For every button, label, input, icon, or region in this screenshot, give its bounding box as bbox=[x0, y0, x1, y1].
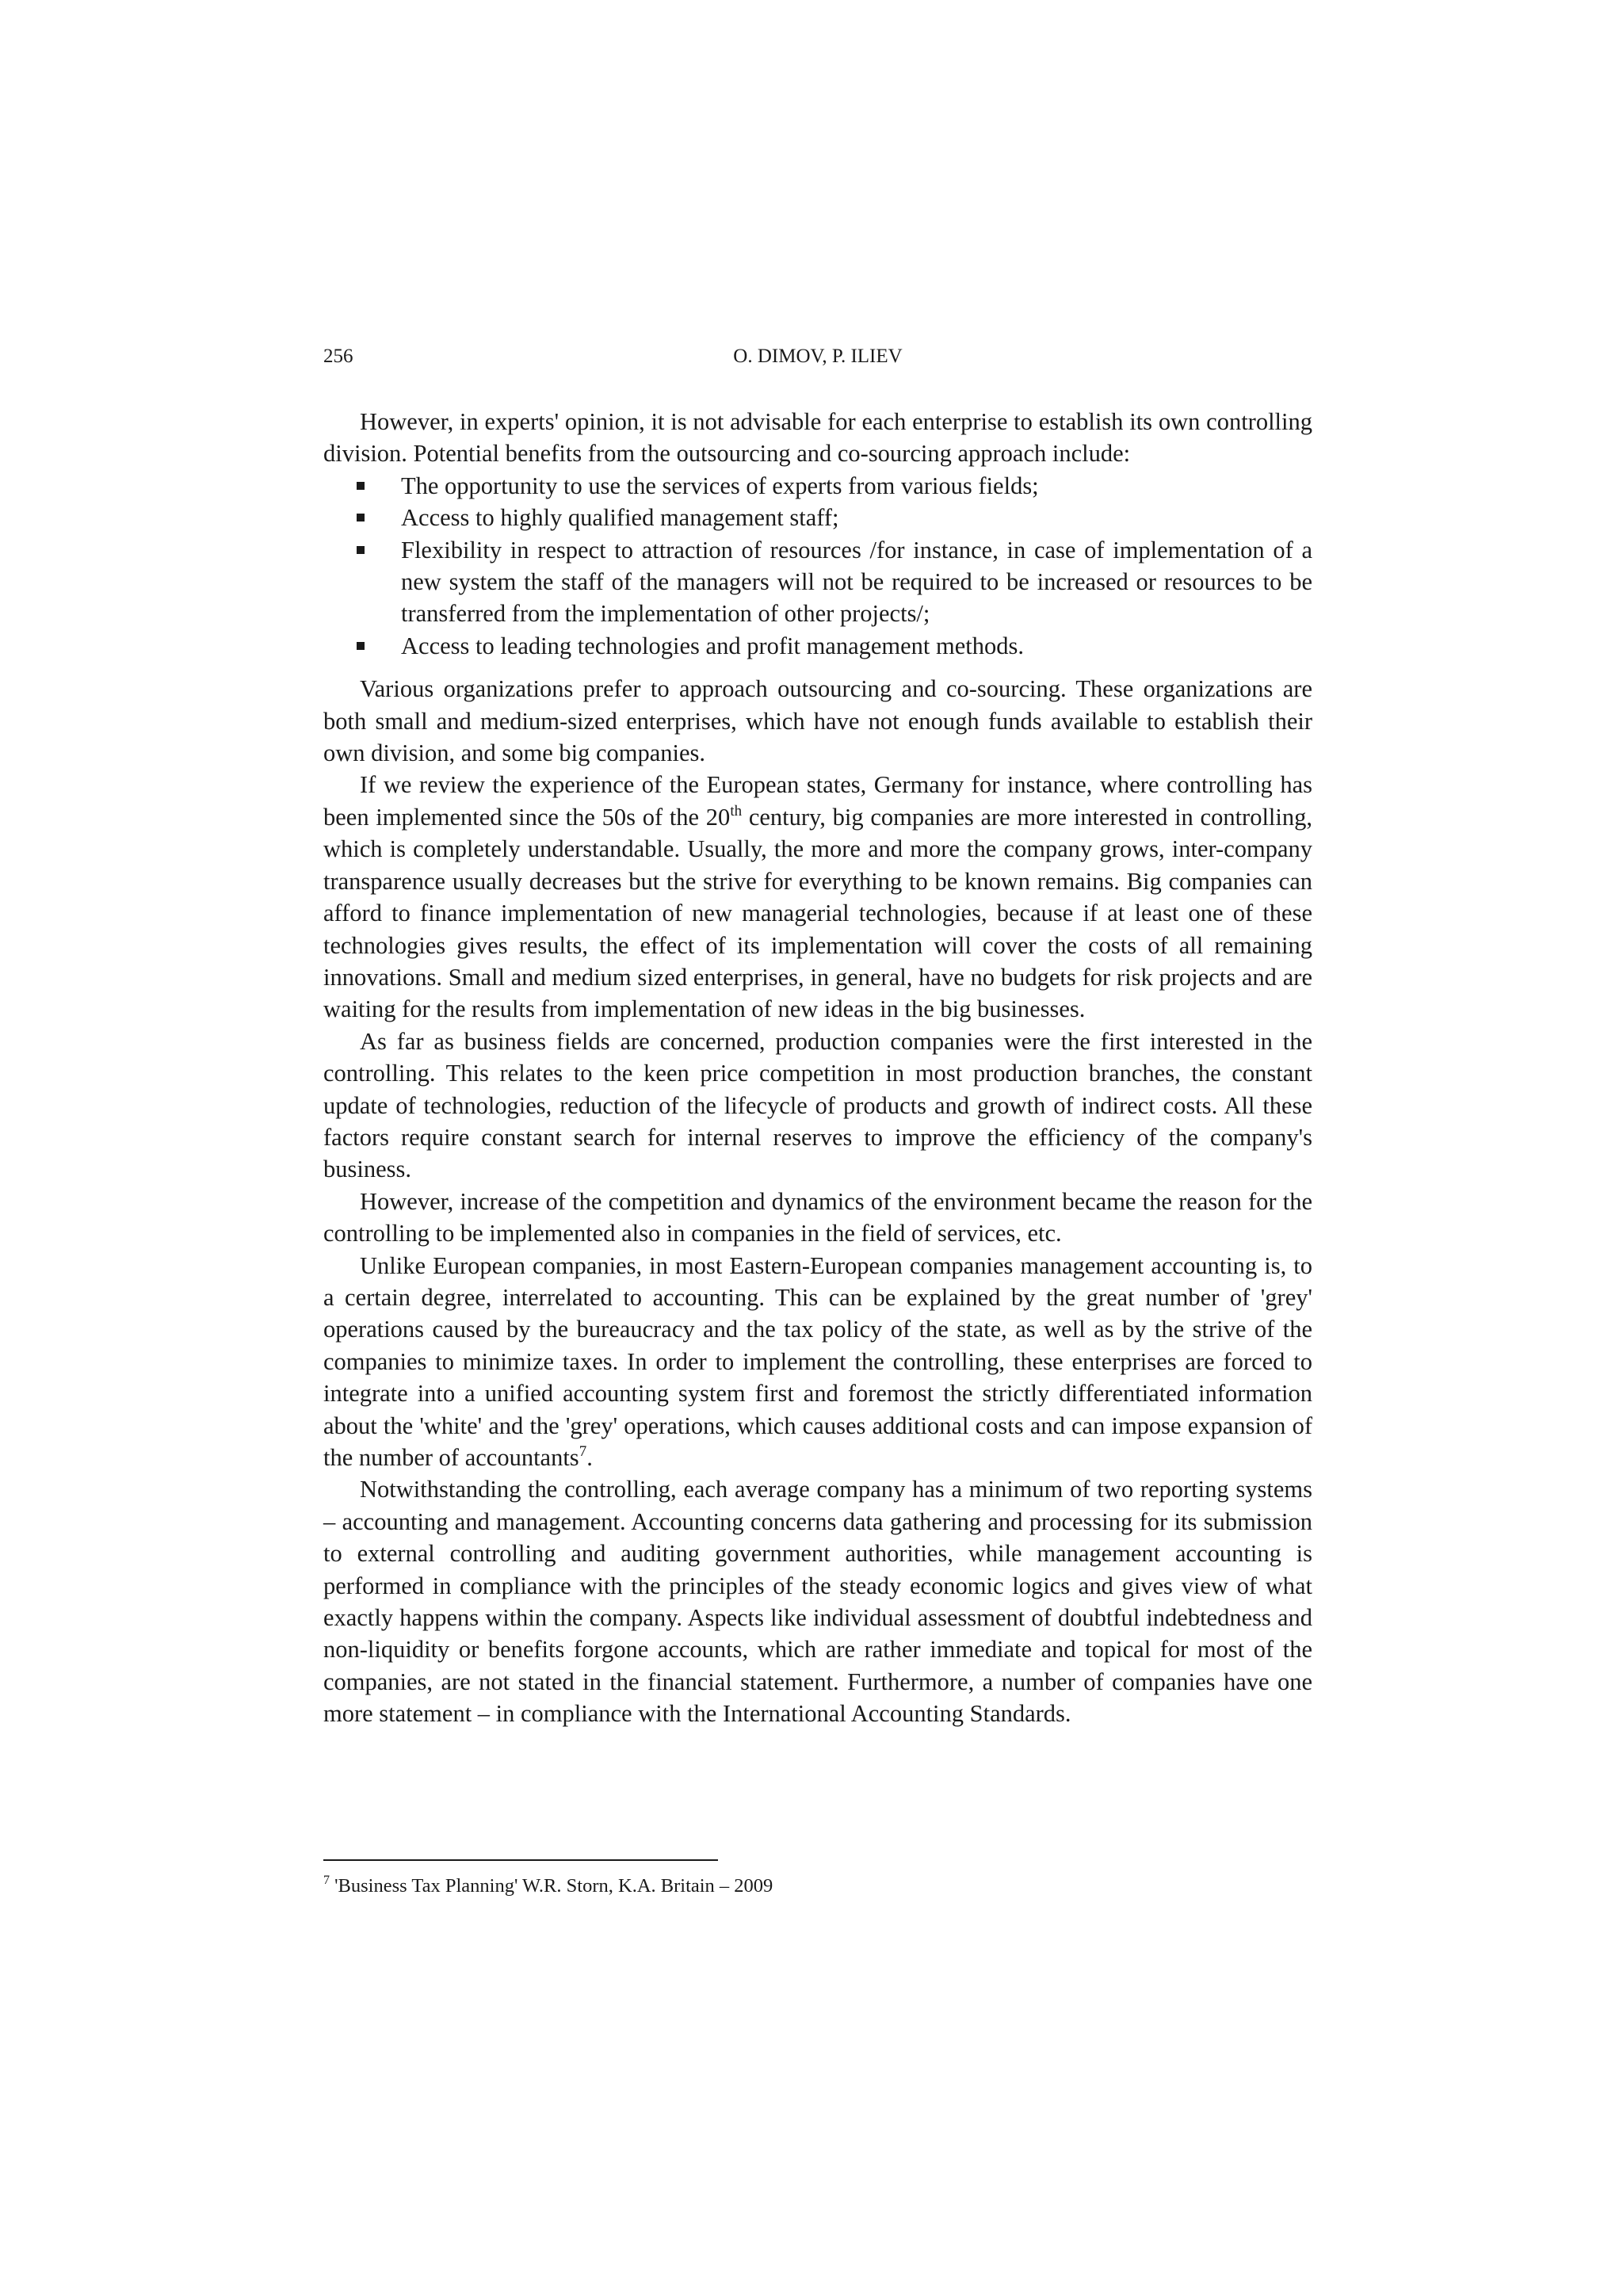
page-number: 256 bbox=[323, 346, 353, 367]
body-text bbox=[323, 406, 1312, 1730]
footnote bbox=[323, 1874, 1312, 1899]
paragraph-services: However, increase of the competition and dynamics of the environment became the reason for the controlling to be implemented also in companies in the field of services, etc. bbox=[323, 1187, 1312, 1247]
paragraph-text: . bbox=[586, 1444, 593, 1471]
square-bullet-icon bbox=[357, 514, 365, 521]
square-bullet-icon bbox=[357, 642, 365, 650]
list-item bbox=[323, 502, 1312, 533]
square-bullet-icon bbox=[357, 546, 365, 554]
square-bullet-icon bbox=[357, 482, 365, 490]
paragraph-text: If we review the experience of the European states, Germany for instance, where controlling has been implemented since the 50s of the 20 bbox=[323, 771, 1312, 831]
paragraph-intro: However, in experts' opinion, it is not advisable for each enterprise to establish its own controlling division. Potential benefits from the outsourcing and co-sourcing approach include: bbox=[323, 408, 1312, 468]
list-item bbox=[323, 470, 1312, 502]
paragraph-eastern-european bbox=[323, 1250, 1312, 1474]
paragraph-text: Unlike European companies, in most Eastern-European companies management accounting is, to a certain degree, interrelated to accounting. This can be explained by the great number of 'grey' operations caused by the bureaucracy and the tax policy of the state, as well as by the strive of the companies to minimize taxes. In order to implement the controlling, these enterprises are forced to integrate into a unified accounting system first and foremost the strictly differentiated information about the 'white' and the 'grey' operations, which causes additional costs and can impose expansion of the number of accountants bbox=[323, 1251, 1312, 1471]
list-item-text: Access to leading technologies and profit management methods. bbox=[401, 632, 1025, 659]
footnote-divider bbox=[323, 1859, 718, 1861]
footnote-text: 'Business Tax Planning' W.R. Storn, K.A. Britain – 2009 bbox=[330, 1875, 773, 1897]
superscript: th bbox=[730, 802, 743, 819]
benefits-list bbox=[323, 470, 1312, 662]
paragraph-business-fields: As far as business fields are concerned, production companies were the first interested in the controlling. This relates to the keen price competition in most production branches, the constant update of technologies, reduction of the lifecycle of products and growth of indirect costs. All these factors require constant search for internal reserves to improve the efficiency of the company's business. bbox=[323, 1027, 1312, 1183]
footnote-number: 7 bbox=[323, 1874, 330, 1887]
running-head-authors: O. DIMOV, P. ILIEV bbox=[733, 346, 903, 367]
list-item-text: Flexibility in respect to attraction of resources /for instance, in case of implementation of a new system the staff of the managers will not be required to be increased or resources to be transferred from the implementation of other projects/; bbox=[401, 536, 1312, 628]
paragraph-various-organizations: Various organizations prefer to approach outsourcing and co-sourcing. These organizations are both small and medium-sized enterprises, which have not enough funds available to establish their own division, and some big companies. bbox=[323, 675, 1312, 767]
paragraph-reporting-systems: Notwithstanding the controlling, each average company has a minimum of two reporting systems – accounting and management. Accounting concerns data gathering and processing for its submission to external controlling and auditing government authorities, while management accounting is performed in compliance with the principles of the steady economic logics and gives view of what exactly happens within the company. Aspects like individual assessment of doubtful indebtedness and non-liquidity or benefits forgone accounts, which are rather immediate and topical for most of the companies, are not stated in the financial statement. Furthermore, a number of companies have one more statement – in compliance with the International Accounting Standards. bbox=[323, 1476, 1312, 1728]
footnote-reference: 7 bbox=[579, 1443, 587, 1460]
list-item-text: The opportunity to use the services of experts from various fields; bbox=[401, 472, 1039, 499]
running-head bbox=[323, 346, 1312, 377]
paragraph-text: century, big companies are more interested in controlling, which is completely understandable. Usually, the more and more the company grows, inter-company transparence usually decreases but the strive for everything to be known remains. Big companies can afford to finance implementation of new managerial technologies, because if at least one of these technologies gives results, the effect of its implementation will cover the costs of all remaining innovations. Small and medium sized enterprises, in general, have no budgets for risk projects and are waiting for the results from implementation of new ideas in the big businesses. bbox=[323, 803, 1312, 1023]
list-item bbox=[323, 534, 1312, 630]
list-item-text: Access to highly qualified management staff; bbox=[401, 504, 839, 532]
list-item bbox=[323, 630, 1312, 662]
paragraph-european-experience bbox=[323, 769, 1312, 1025]
